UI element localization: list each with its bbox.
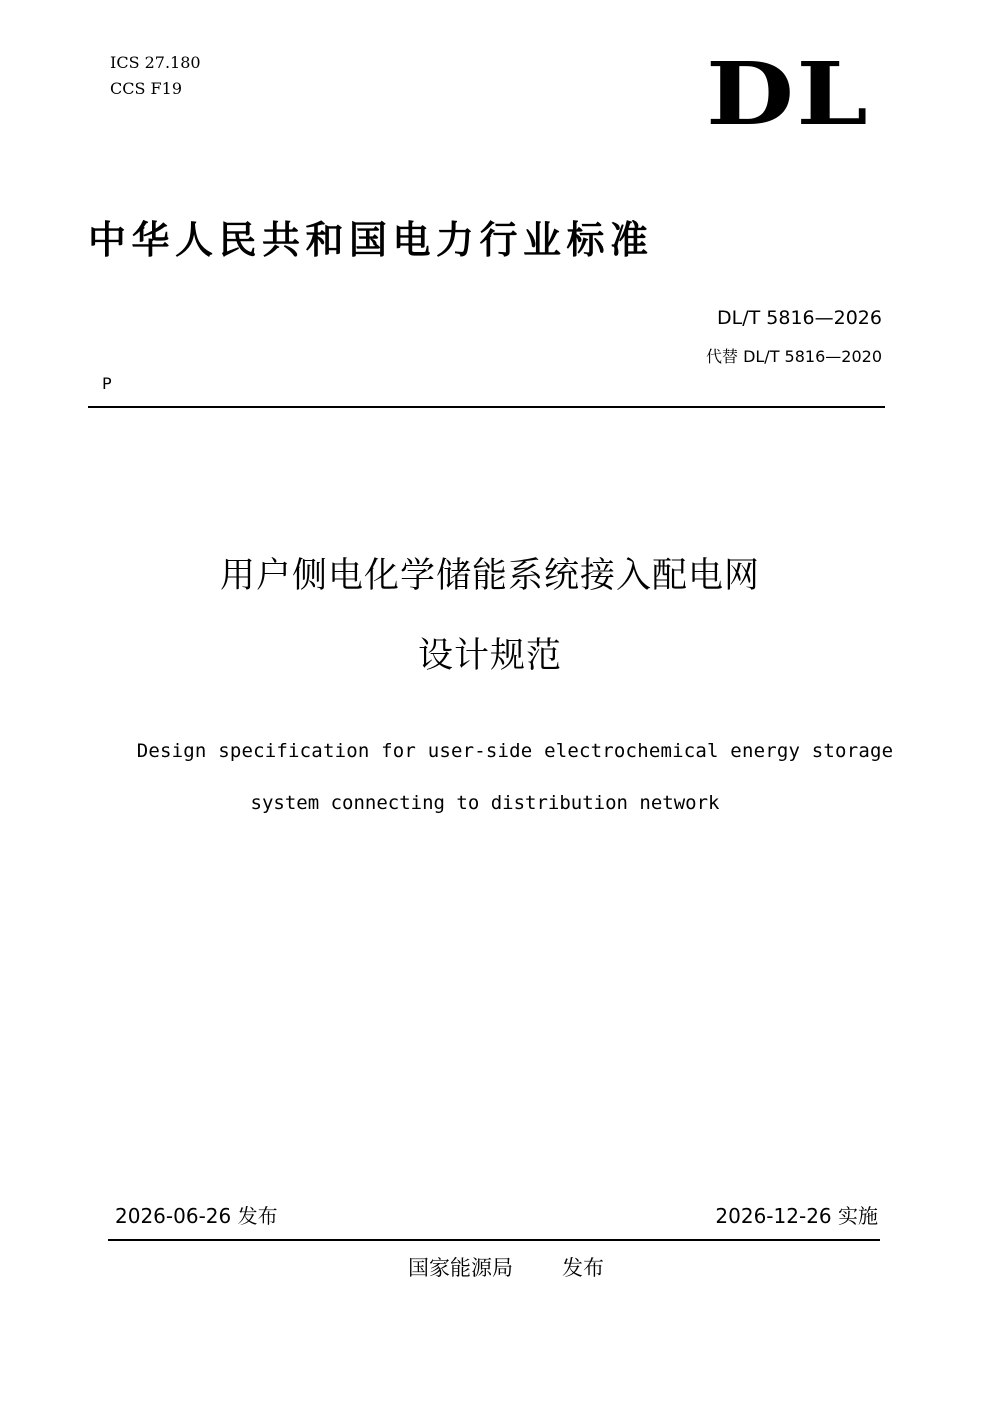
implementation-date: 2026-12-26 实施 <box>715 1204 878 1228</box>
category-mark: P <box>102 374 112 393</box>
english-title-line-1: Design specification for user-side electrochemical energy storage <box>136 740 894 762</box>
top-divider <box>88 406 885 408</box>
ics-code: ICS 27.180 <box>110 53 201 72</box>
chinese-title-line-2: 设计规范 <box>417 636 562 676</box>
replaces-standard: 代替 DL/T 5816—2020 <box>705 347 882 366</box>
ccs-code: CCS F19 <box>110 79 182 98</box>
publish-verb: 发布 <box>562 1256 604 1280</box>
bottom-divider <box>108 1239 880 1241</box>
issue-date: 2026-06-26 发布 <box>115 1204 278 1228</box>
standard-type-heading: 中华人民共和国电力行业标准 <box>88 218 654 262</box>
chinese-title-line-1: 用户侧电化学储能系统接入配电网 <box>219 556 760 596</box>
english-title-line-2: system connecting to distribution network <box>250 792 720 814</box>
standard-number: DL/T 5816—2026 <box>717 307 882 329</box>
dl-logo: DL <box>706 44 871 145</box>
publisher-name: 国家能源局 <box>408 1256 513 1280</box>
